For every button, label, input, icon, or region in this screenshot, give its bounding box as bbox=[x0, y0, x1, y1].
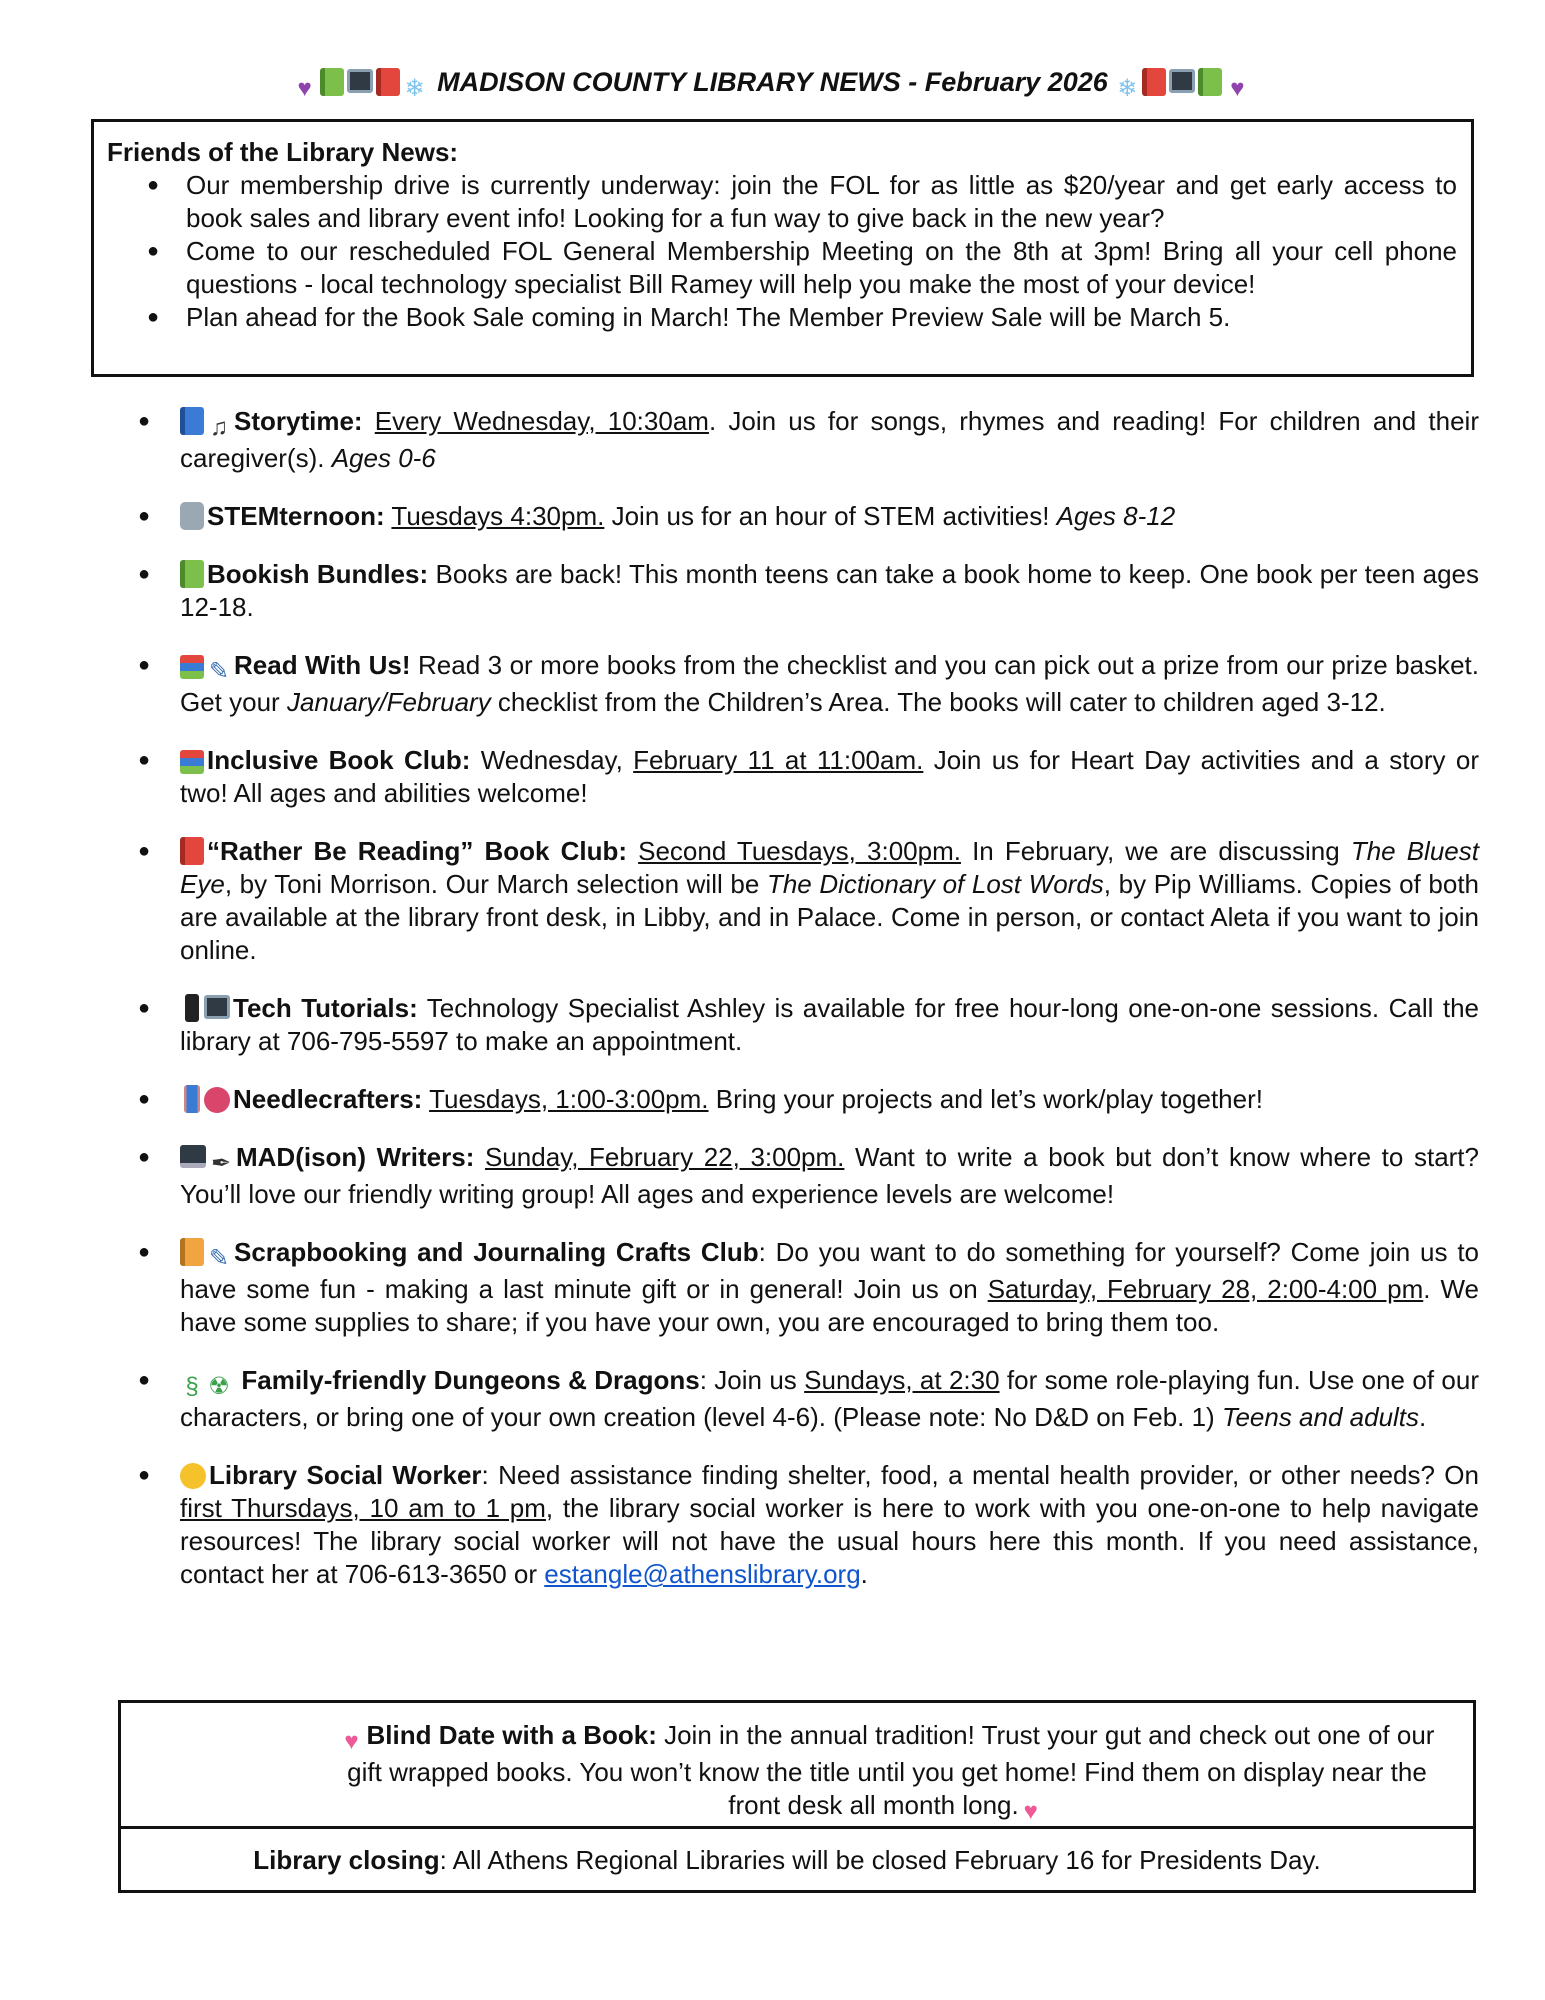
bullet: ● bbox=[147, 174, 160, 196]
fol-heading: Friends of the Library News: bbox=[107, 137, 459, 167]
hugging-face-icon bbox=[180, 1463, 206, 1489]
event-title: Inclusive Book Club: bbox=[207, 745, 471, 775]
event-text: : Do you want to do something for yourself? Come join us to have some fun - making a last minute gift or in general! Join us on bbox=[180, 1237, 1479, 1304]
bullet: ● bbox=[138, 1088, 151, 1110]
event-title: Library Social Worker bbox=[209, 1460, 482, 1490]
bullet: ● bbox=[138, 749, 151, 771]
event-item bbox=[138, 558, 1480, 624]
fol-item bbox=[107, 169, 1457, 235]
purple-heart-icon: ♥ bbox=[297, 75, 312, 102]
event-title: MAD(ison) Writers: bbox=[236, 1142, 475, 1172]
snowflake-icon: ❄ bbox=[1117, 75, 1138, 102]
event-item bbox=[138, 500, 1479, 533]
event-text: first Thursdays, 10 am to 1 pm bbox=[180, 1493, 546, 1523]
bullet: ● bbox=[147, 240, 160, 262]
event-item bbox=[138, 649, 1479, 719]
event-text: The Dictionary of Lost Words bbox=[766, 869, 1104, 899]
books-icon bbox=[180, 750, 204, 774]
robot-icon bbox=[180, 502, 204, 530]
event-text: Want to write a book but don’t know where to start? You’ll love our friendly writing group! All ages and experience levels are welcome! bbox=[180, 1142, 1479, 1209]
fountain-pen-icon: ✒ bbox=[210, 1150, 232, 1177]
event-text: Every Wednesday, 10:30am bbox=[374, 406, 709, 436]
dragon-icon: § bbox=[185, 1373, 199, 1400]
event-text: Tuesdays 4:30pm. bbox=[391, 501, 605, 531]
event-title: Read With Us! bbox=[234, 650, 411, 680]
event-item bbox=[138, 1141, 1479, 1211]
event-text: Ages 0-6 bbox=[331, 443, 436, 473]
event-text bbox=[363, 406, 375, 436]
event-text: : Need assistance finding shelter, food, a mental health provider, or other needs? On bbox=[481, 1460, 1479, 1490]
desktop-icon bbox=[1169, 69, 1195, 93]
bullet: ● bbox=[138, 1241, 151, 1263]
closing-title: Library closing bbox=[253, 1845, 440, 1875]
event-text: : Join us bbox=[699, 1365, 805, 1395]
event-item bbox=[138, 1459, 1479, 1591]
dragon-face-icon: ☢ bbox=[208, 1373, 230, 1400]
pen-icon: ✎ bbox=[208, 1245, 230, 1272]
event-text: , the library social worker is here to work with you one-on-one to help navigate resources! The library social worker will not have the usual hours here this month. If you need assistance, contact her at 706-613-3650 or bbox=[180, 1493, 1479, 1589]
event-item bbox=[138, 835, 1480, 967]
event-text: Second Tuesdays, 3:00pm. bbox=[638, 836, 961, 866]
laptop-icon bbox=[180, 1145, 206, 1168]
bullet: ● bbox=[138, 997, 151, 1019]
event-text: . We have some supplies to share; if you have your own, you are encouraged to bring them too. bbox=[180, 1274, 1479, 1337]
notebook-icon bbox=[180, 1238, 204, 1266]
event-item bbox=[138, 744, 1479, 810]
event-title: Family-friendly Dungeons & Dragons bbox=[234, 1365, 700, 1395]
event-text: Books are back! This month teens can take a book home to keep. One book per teen ages 12-18. bbox=[180, 559, 1480, 622]
title-icons-left bbox=[293, 67, 430, 102]
event-item bbox=[138, 992, 1480, 1058]
event-text: checklist from the Children’s Area. The books will cater to children aged 3-12. bbox=[490, 687, 1386, 717]
event-text: . bbox=[1419, 1402, 1427, 1432]
blind-date-text: Join in the annual tradition! Trust your gut and check out one of our gift wrapped books. You won’t know the title until you get home! Find them on display near the front desk all month long. bbox=[347, 1720, 1435, 1820]
bullet: ● bbox=[138, 1464, 151, 1486]
fol-item-text: Plan ahead for the Book Sale coming in March! The Member Preview Sale will be March 5. bbox=[186, 302, 1231, 332]
event-title: Scrapbooking and Journaling Crafts Club bbox=[234, 1237, 759, 1267]
red-book-icon bbox=[376, 68, 400, 96]
pink-heart-icon: ♥ bbox=[1023, 1798, 1038, 1825]
blue-book-icon bbox=[180, 407, 204, 435]
fol-item bbox=[107, 301, 1457, 334]
event-text: The Bluest Eye bbox=[180, 836, 1479, 899]
event-text: . Join us for songs, rhymes and reading! For children and their caregiver(s). bbox=[180, 406, 1479, 473]
yarn-icon bbox=[204, 1087, 230, 1113]
red-book-icon bbox=[180, 837, 204, 865]
pink-heart-icon: ♥ bbox=[344, 1728, 359, 1755]
event-text: Join us for an hour of STEM activities! bbox=[604, 501, 1057, 531]
event-text: Saturday, February 28, 2:00-4:00 pm bbox=[987, 1274, 1424, 1304]
green-book-icon bbox=[1198, 68, 1222, 96]
friends-of-library-box bbox=[91, 119, 1474, 377]
event-text: Wednesday, bbox=[470, 745, 634, 775]
title-text: MADISON COUNTY LIBRARY NEWS - February 2026 bbox=[437, 67, 1108, 97]
bullet: ● bbox=[138, 1369, 151, 1391]
event-text bbox=[474, 1142, 485, 1172]
event-item bbox=[138, 405, 1479, 475]
event-text bbox=[627, 836, 638, 866]
bullet: ● bbox=[138, 1146, 151, 1168]
fol-list bbox=[107, 169, 1457, 334]
event-text: for some role-playing fun. Use one of our characters, or bring one of your own creation (level 4-6). (Please note: No D&D on Feb. 1) bbox=[180, 1365, 1479, 1432]
event-list bbox=[138, 405, 1480, 1616]
event-title: “Rather Be Reading” Book Club: bbox=[207, 836, 627, 866]
event-text: Ages 8-12 bbox=[1056, 501, 1176, 531]
event-text: . bbox=[860, 1559, 868, 1589]
event-text: Read 3 or more books from the checklist and you can pick out a prize from our prize basket. Get your bbox=[180, 650, 1479, 717]
event-title: Needlecrafters: bbox=[233, 1084, 423, 1114]
event-title: Tech Tutorials: bbox=[233, 993, 418, 1023]
music-note-icon: ♫ bbox=[210, 414, 228, 441]
blind-date-section bbox=[121, 1703, 1473, 1829]
event-item bbox=[138, 1083, 1479, 1116]
green-book-icon bbox=[320, 68, 344, 96]
event-title: Storytime: bbox=[234, 406, 363, 436]
event-title: Bookish Bundles: bbox=[207, 559, 429, 589]
event-text: In February, we are discussing bbox=[960, 836, 1351, 866]
purple-heart-icon: ♥ bbox=[1230, 75, 1245, 102]
closing-text: : All Athens Regional Libraries will be closed February 16 for Presidents Day. bbox=[439, 1845, 1321, 1875]
phone-icon bbox=[185, 994, 199, 1022]
bullet: ● bbox=[147, 306, 160, 328]
event-title: STEMternoon: bbox=[207, 501, 385, 531]
thread-icon bbox=[184, 1085, 200, 1113]
blind-date-title: Blind Date with a Book: bbox=[366, 1720, 657, 1750]
snowflake-icon: ❄ bbox=[404, 75, 425, 102]
event-text: Sunday, February 22, 3:00pm. bbox=[484, 1142, 845, 1172]
bullet: ● bbox=[138, 654, 151, 676]
fol-item-text: Come to our rescheduled FOL General Membership Meeting on the 8th at 3pm! Bring all your cell phone questions - local technology specialist Bill Ramey will help you make the most of your device! bbox=[186, 236, 1457, 299]
pen-icon: ✎ bbox=[208, 658, 230, 685]
library-closing-section bbox=[121, 1829, 1473, 1877]
bullet: ● bbox=[138, 410, 151, 432]
event-text: January/February bbox=[286, 687, 491, 717]
desktop-icon bbox=[204, 995, 230, 1019]
event-item bbox=[138, 1364, 1479, 1434]
desktop-icon bbox=[347, 69, 373, 93]
bullet: ● bbox=[138, 563, 151, 585]
event-text: Bring your projects and let’s work/play together! bbox=[708, 1084, 1263, 1114]
red-book-icon bbox=[1142, 68, 1166, 96]
bullet: ● bbox=[138, 840, 151, 862]
event-text: February 11 at 11:00am. bbox=[633, 745, 924, 775]
announcements-box bbox=[118, 1700, 1476, 1893]
newsletter-title bbox=[0, 62, 1545, 103]
event-text: , by Pip Williams. Copies of both are available at the library front desk, in Libby, and in Palace. Come in person, or contact Aleta if you want to join online. bbox=[180, 869, 1480, 965]
title-icons-right bbox=[1115, 67, 1252, 102]
fol-item-text: Our membership drive is currently underway: join the FOL for as little as $20/year and get early access to book sales and library event info! Looking for a fun way to give back in the new year? bbox=[186, 170, 1457, 233]
event-text: , by Toni Morrison. Our March selection will be bbox=[224, 869, 767, 899]
email-link[interactable]: estangle@athenslibrary.org bbox=[544, 1559, 861, 1589]
event-text: Teens and adults bbox=[1221, 1402, 1420, 1432]
books-icon bbox=[180, 655, 204, 679]
bullet: ● bbox=[138, 505, 151, 527]
event-text: Technology Specialist Ashley is available for free hour-long one-on-one sessions. Call the library at 706-795-5597 to make an appointment. bbox=[180, 993, 1480, 1056]
event-text: Tuesdays, 1:00-3:00pm. bbox=[429, 1084, 709, 1114]
event-text: Sundays, at 2:30 bbox=[804, 1365, 1000, 1395]
green-book-icon bbox=[180, 560, 204, 588]
event-item bbox=[138, 1236, 1479, 1339]
fol-item bbox=[107, 235, 1457, 301]
event-text: Join us for Heart Day activities and a story or two! All ages and abilities welcome! bbox=[180, 745, 1479, 808]
